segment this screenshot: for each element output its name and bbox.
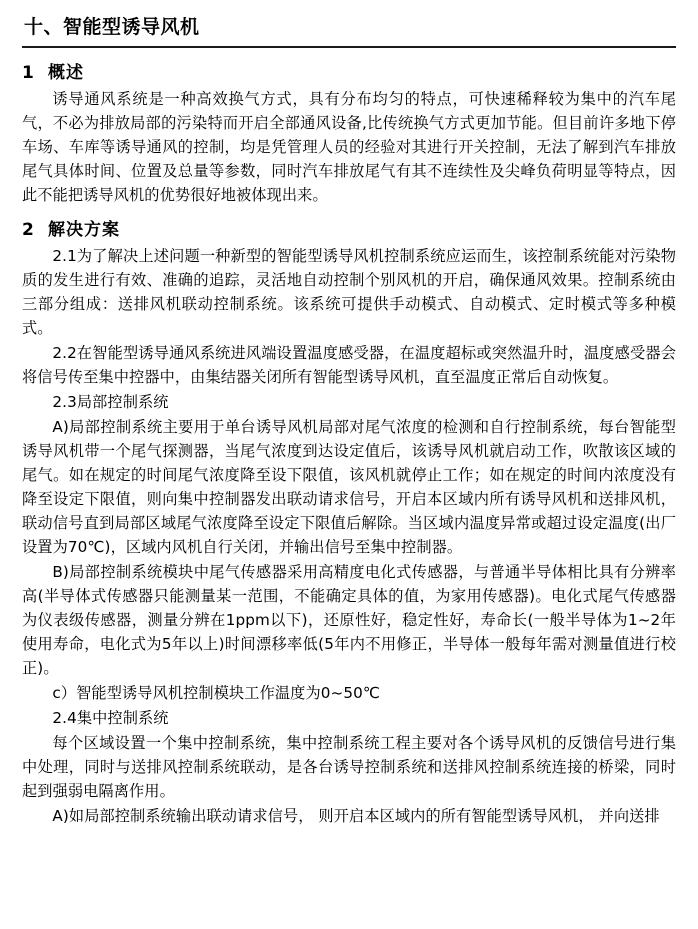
- paragraph-2-3-c: c）智能型诱导风机控制模块工作温度为0~50℃: [52, 684, 380, 703]
- paragraph-2-3-a: A)局部控制系统主要用于单台诱导风机局部对尾气浓度的检测和自行控制系统，每台智能型诱导风机带一个尾气探测器，当尾气浓度到达设定值后，该诱导风机就启动工作，吹散该区域的尾气。如在规定的时间尾气浓度降至设下限值，该风机就停止工作；如在规定的时间内浓度没有降至设定下限值，则向集中控制器发出联动请求信号，开启本区域内所有诱导风机和送排风机，联动信号直到局部区域尾气浓度降至设定下限值后解除。当区域内温度异常或超过设定温度(出厂设置为70℃)，区域内风机自行关闭，并输出信号至集中控制器。: [22, 418, 676, 557]
- paragraph-2-2: 2.2在智能型诱导通风系统进风端设置温度感受器，在温度超标或突然温升时，温度感受器会将信号传至集中控器中，由集结器关闭所有智能型诱导风机，直至温度正常后自动恢复。: [22, 344, 676, 387]
- section-heading-1: [22, 58, 676, 83]
- section-number-2: 2: [22, 220, 34, 241]
- paragraph-overview-1: 诱导通风系统是一种高效换气方式，具有分布均匀的特点，可快速稀释较为集中的汽车尾气，不必为排放局部的污染特而开启全部通风设备,比传统换气方式更加节能。但目前许多地下停车场、车库等诱导通风的控制，均是凭管理人员的经验对其进行开关控制，无法了解到汽车排放尾气具体时间、位置及总量等参数，同时汽车排放尾气有其不连续性及尖峰负荷明显等特点，因此不能把诱导风机的优势很好地被体现出来。: [22, 90, 676, 205]
- paragraph-2-3-heading: 2.3局部控制系统: [52, 393, 169, 412]
- paragraph-2-1: 2.1为了解决上述问题一种新型的智能型诱导风机控制系统应运而生，该控制系统能对污染物质的发生进行有效、准确的追踪，灵活地自动控制个别风机的开启，确保通风效果。控制系统由三部分组成：送排风机联动控制系统。该系统可提供手动模式、自动模式、定时模式等多种模式。: [22, 247, 676, 338]
- section-heading-2: [22, 215, 676, 240]
- section-title-2: 解决方案: [48, 220, 120, 241]
- page-title: 十、智能型诱导风机: [22, 10, 676, 48]
- paragraph-2-4-a: A)如局部控制系统输出联动请求信号， 则开启本区域内的所有智能型诱导风机， 并向送排: [52, 807, 660, 826]
- section-number-1: 1: [22, 63, 34, 83]
- section-title-1: 概述: [48, 63, 84, 83]
- paragraph-2-4-body: 每个区域设置一个集中控制系统，集中控制系统工程主要对各个诱导风机的反馈信号进行集中处理，同时与送排风控制系统联动，是各台诱导控制系统和送排风控制系统连接的桥梁，同时起到强弱电隔离作用。: [22, 734, 676, 801]
- paragraph-2-3-b: B)局部控制系统模块中尾气传感器采用高精度电化式传感器，与普通半导体相比具有分辨率高(半导体式传感器只能测量某一范围，不能确定具体的值，为家用传感器)。电化式尾气传感器为仪表级传感器，测量分辨在1ppm以下)，还原性好，稳定性好，寿命长(一般半导体为1~2年使用寿命，电化式为5年以上)时间漂移率低(5年内不用修正，半导体一般每年需对测量值进行校正)。: [22, 563, 676, 678]
- paragraph-2-4-heading: 2.4集中控制系统: [52, 709, 169, 728]
